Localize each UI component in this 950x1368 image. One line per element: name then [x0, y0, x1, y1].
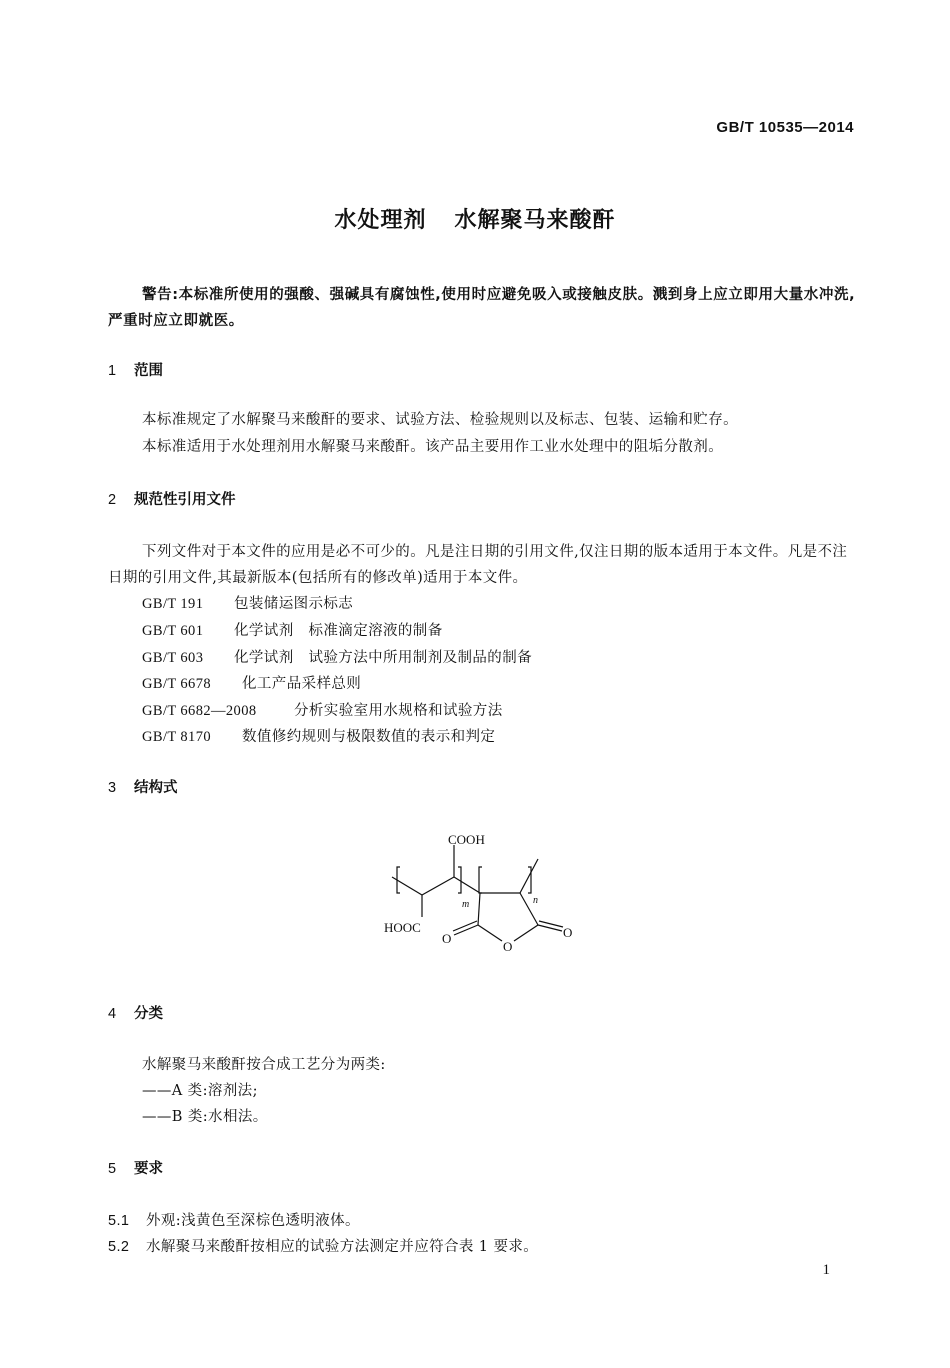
reference-code: GB/T 603 — [142, 650, 204, 666]
title-part-2: 水解聚马来酸酐 — [454, 208, 616, 233]
clause-text: 外观:浅黄色至深棕色透明液体。 — [146, 1213, 360, 1229]
reference-title: 包装储运图示标志 — [234, 596, 354, 612]
clause-number: 5.2 — [108, 1239, 130, 1255]
reference-title: 化工产品采样总则 — [242, 676, 362, 692]
section-title: 规范性引用文件 — [134, 492, 236, 508]
section-title: 结构式 — [134, 780, 178, 796]
section-heading-2 — [108, 488, 236, 509]
structural-formula-diagram — [370, 825, 590, 955]
section-number: 1 — [108, 363, 117, 379]
section-heading-3 — [108, 776, 178, 797]
reference-code: GB/T 6678 — [142, 676, 211, 692]
section-title: 要求 — [134, 1161, 163, 1177]
classification-item: ——B 类:水相法。 — [142, 1109, 268, 1125]
reference-code: GB/T 8170 — [142, 729, 211, 745]
requirement-item — [108, 1234, 538, 1260]
reference-item — [142, 618, 443, 644]
hooc-left-label: HOOC — [384, 920, 421, 935]
clause-number: 5.1 — [108, 1213, 130, 1229]
section-number: 4 — [108, 1006, 117, 1022]
section-number: 5 — [108, 1161, 117, 1177]
title-part-1: 水处理剂 — [334, 208, 427, 233]
reference-code: GB/T 191 — [142, 596, 204, 612]
reference-code: GB/T 6682—2008 — [142, 703, 257, 719]
section-title: 范围 — [134, 363, 163, 379]
classification-item: ——A 类:溶剂法; — [142, 1083, 258, 1099]
section-number: 2 — [108, 492, 117, 508]
standard-code: GB/T 10535—2014 — [716, 119, 854, 136]
references-intro: 下列文件对于本文件的应用是必不可少的。凡是注日期的引用文件,仅注日期的版本适用于本文件。凡是不注日期的引用文件,其最新版本(包括所有的修改单)适用于本文件。 — [108, 544, 848, 586]
document-title — [0, 203, 950, 234]
reference-item — [142, 724, 495, 750]
reference-item — [142, 698, 503, 724]
section-title: 分类 — [134, 1006, 163, 1022]
cooh-top-label: COOH — [448, 832, 485, 847]
reference-title: 化学试剂 试验方法中所用制剂及制品的制备 — [234, 650, 532, 666]
reference-item — [142, 645, 532, 671]
carbonyl-oxygen-left: O — [442, 931, 452, 946]
requirement-item — [108, 1208, 360, 1234]
subscript-m: m — [462, 899, 470, 910]
carbonyl-oxygen-right: O — [563, 925, 573, 940]
section-heading-5 — [108, 1157, 163, 1178]
classification-intro: 水解聚马来酸酐按合成工艺分为两类: — [142, 1057, 386, 1073]
reference-item — [142, 591, 353, 617]
clause-text: 水解聚马来酸酐按相应的试验方法测定并应符合表 1 要求。 — [146, 1239, 539, 1255]
section-number: 3 — [108, 780, 117, 796]
section-heading-4 — [108, 1002, 163, 1023]
ring-oxygen: O — [503, 939, 513, 954]
reference-item — [142, 671, 361, 697]
reference-title: 分析实验室用水规格和试验方法 — [294, 703, 503, 719]
warning-paragraph: 警告:本标准所使用的强酸、强碱具有腐蚀性,使用时应避免吸入或接触皮肤。溅到身上应立即用大量水冲洗,严重时应立即就医。 — [108, 287, 856, 329]
reference-title: 数值修约规则与极限数值的表示和判定 — [242, 729, 496, 745]
subscript-n: n — [533, 895, 538, 906]
section-heading-1 — [108, 359, 163, 380]
reference-title: 化学试剂 标准滴定溶液的制备 — [234, 623, 443, 639]
reference-code: GB/T 601 — [142, 623, 204, 639]
scope-paragraph-1: 本标准规定了水解聚马来酸酐的要求、试验方法、检验规则以及标志、包装、运输和贮存。 — [142, 412, 738, 428]
page-number: 1 — [822, 1262, 830, 1278]
scope-paragraph-2: 本标准适用于水处理剂用水解聚马来酸酐。该产品主要用作工业水处理中的阻垢分散剂。 — [142, 439, 724, 455]
